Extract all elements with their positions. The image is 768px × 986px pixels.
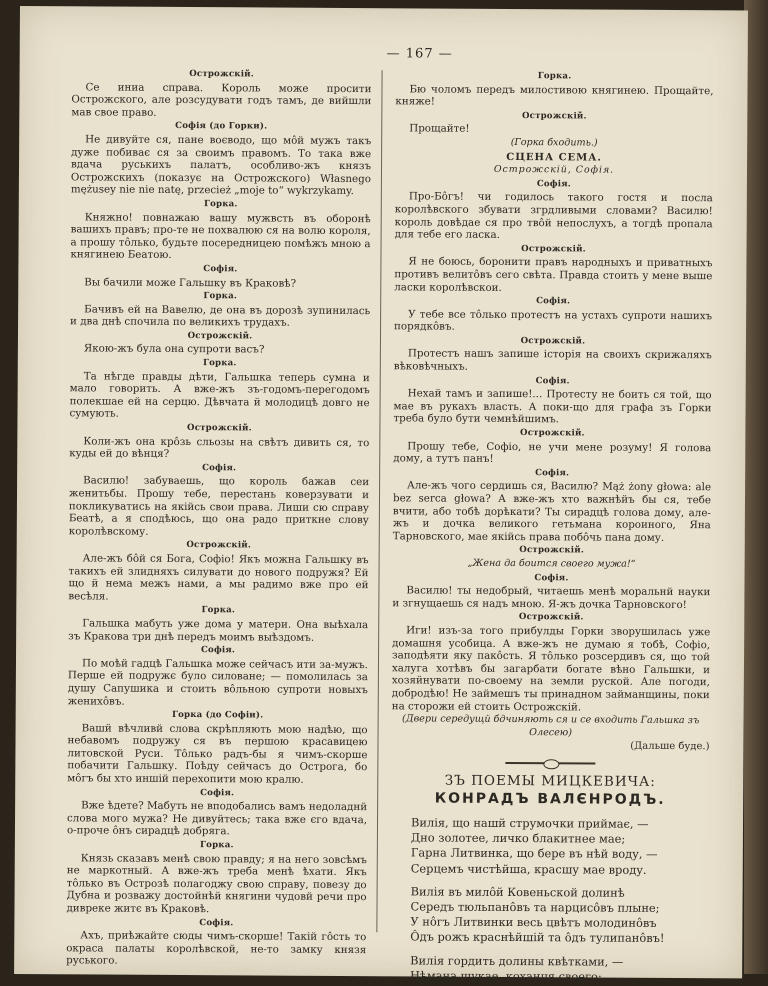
scene-heading: СЦЕНА СЕМА. <box>506 151 602 164</box>
dialogue-text: Не дивуйте ся, пане воєводо, що мôй мужъ такъ дуже побиває ся за своимъ правомъ. То така вже вдача руськихъ палатъ, особливо-жъ князъ Острожскихъ (показує на Острожского) Własnego mężusey nie nie natę, przecież „moje to“ wykrzykamy. <box>70 133 372 198</box>
speaker-name: Горка. <box>202 358 237 369</box>
speaker-name: Софія. <box>202 462 237 474</box>
dialogue-text: По моѣй гадцѣ Гальшка може сейчасъ ити за-мужъ. Перше ей подружє було силоване; — помолилась за душу Сапушика и стоить вôльною супроти новыхъ женихôвъ. <box>67 657 369 708</box>
dialogue-text: Вашй вѣчливй слова скрѣпляють мою надѣю, що небавомъ подружу ся въ першою красавицею литовской Руси. Тôлько радъ-бы я чимъ-скорше побачити Гальшку. Поѣду сейчасъ до Острога, бо мôгъ бы хто иншій перехопити мою кралю. <box>67 722 368 786</box>
poem-line: Нѣмана шукае, коханця своего; <box>410 968 602 984</box>
stage-direction: „Жена да боится своего мужа!“ <box>467 557 636 570</box>
dialogue-text: Прошу тебе, Софіо, не учи мене розуму! Я голова дому, а тутъ панъ! <box>393 439 712 466</box>
speaker-name: Горка. <box>203 291 238 302</box>
dialogue-text: Князь сказавъ менѣ свою правду; я на него зовсѣмъ не маркотный. А вже-жъ треба менѣ ѣхати. Якъ тôлько въ Острозѣ полагоджу свою справу, повезу до Дубна и розважу достойнѣй княгини чудовй речи про дивреке житє въ Краковѣ. <box>66 852 367 916</box>
speaker-name: Горка. <box>537 71 572 82</box>
speaker-name: Софія. <box>535 467 570 479</box>
drama-continuation <box>391 69 713 754</box>
speaker-name: Софія. <box>200 645 236 656</box>
poem-line: Дно золотее, личко блакитнее мае; <box>410 830 626 846</box>
dialogue-text: Протестъ нашъ запише історія на своихъ скрижаляхъ вѣковѣчныхъ. <box>393 347 712 373</box>
poem-title: КОНРАДЪ ВАЛЄНРОДЪ. <box>434 791 666 809</box>
speaker-name: Софія (до Горки). <box>175 121 268 132</box>
poem-line: Ôдъ рожъ краснѣйшій та ôдъ тулипанôвъ! <box>410 929 665 946</box>
dialogue-text: Се иниа справа. Король може просити Острожского, але розсудувати годъ тамъ, де вийшли мав свое право. <box>71 80 372 119</box>
speaker-name: Острожскій. <box>521 110 587 122</box>
left-column <box>66 66 372 967</box>
dialogue-text: Вже ѣдете? Мабуть не вподобались вамъ недоладнй слова мого мужа? Не дивуйтесь; така вже єго вдача, о-проче ôнъ сирадцѣ добряга. <box>66 799 368 838</box>
dialogue-text: Але-жъ бôй ся Бога, Софіо! Якъ можна Гальшку въ такихъ ей злидняхъ силувати до нового подружя? Ей що й нема межъ нами, а мы радимо вже про ей весѣля. <box>68 552 369 603</box>
poem-stanza <box>410 953 708 985</box>
speaker-name: Горка. <box>200 840 234 851</box>
dialogue-text: Василю! забуваешь, що король бажав сеи женитьбы. Прошу тебе, перестань коверзувати и покликуватись на якійсь свои права. Лиши сю справу Беатѣ, а я сподѣюсь, що она радо приткне слову королѣвскому. <box>68 474 370 538</box>
poem-verse <box>410 815 709 985</box>
dialogue-text: Якою-жъ була она супроти васъ? <box>83 342 265 356</box>
continued-note: (Дальше буде.) <box>630 741 710 753</box>
speaker-name: Острожскій. <box>519 428 585 439</box>
speaker-name: Острожскій. <box>187 423 252 434</box>
poem-line: Вилія въ милôй Ковеньской долинѣ <box>410 884 625 900</box>
speaker-name: Острожскій. <box>189 69 254 80</box>
dialogue-text: Вы бачили може Гальшку въ Краковѣ? <box>84 275 297 290</box>
dialogue-text: Бачивъ ей на Вавелю, де она въ дорозѣ зупинилась и два днѣ спочила по великихъ трудахъ. <box>70 303 371 329</box>
speaker-name: Острожскій. <box>187 330 253 342</box>
poem-line: Вилія гордить долины квѣтками, — <box>410 953 624 969</box>
dialogue-text: Ахъ, приѣжайте сюды чимъ-скорше! Такій гôсть то окраса палаты королѣвской, не-то замку князя руського. <box>66 929 367 967</box>
stage-direction: (Двери середущй бдчиняють ся и се входить Гальшка зъ Олесею) <box>402 713 700 739</box>
poem-line: Вилія, що нашй струмочки приймає, — <box>410 815 649 831</box>
dialogue-text: Про-Бôгъ! чи годилось такого гостя и посла королѣвского збувати згрдливыми словами? Василю! король довѣдае ся про твôй непослухъ, а тогдѣ пропала для тебе его ласка. <box>394 190 713 242</box>
poem-stanza <box>410 884 708 947</box>
scene-characters: Острожскій, Софія. <box>493 164 615 176</box>
column-divider <box>376 70 382 932</box>
speaker-name: Острожскій. <box>521 243 586 255</box>
stage-direction: (Горка бходить.) <box>510 136 598 149</box>
poem-line: Середъ тюльпанôвъ та нарцисôвъ плыне; <box>410 899 660 916</box>
speaker-name: Острожскій. <box>519 545 585 556</box>
speaker-name: Софія. <box>536 296 571 307</box>
poem-heading: ЗЪ ПОЕМЫ МИЦКЕВИЧА: <box>444 772 656 790</box>
dialogue-text: Але-жъ чого сердишь ся, Василю? Mąż żony głowa: ale bez serca głowa? А вже-жъ хто важнѣйъ бы ся, тебе вчити, або тобѣ дорѣкати? Ты сирадцѣ голова дому, але-жъ и дочка великого гетьмана короиного, Яна Тарновского, мае якійсь права побôчь пана дому. <box>392 479 712 544</box>
speaker-name: Острожскій. <box>518 612 584 623</box>
speaker-name: Софія. <box>536 178 572 190</box>
dialogue-text: Прощайте! <box>409 122 470 136</box>
dialogue-text: Гальшка мабуть уже дома у матери. Она выѣхала зъ Кракова три днѣ передъ моимъ выѣздомъ. <box>68 617 369 644</box>
dialogue-text: Иги! изъ-за того прибулды Горки зворушилась уже домашня усобица. А вже-жъ не думаю я тобѣ, Софіо, заподѣяти яку пакôсть. Я тôлько розсердивъ ся, що той халуга хотѣвъ бы загарбати богате вѣно Гальшки, и хозяйнувати по-своему на земли руской. Але погоди, добродѣю! Не займешъ ты принадном займанщины, поки на сторожи ей стоить Острожскій. <box>391 624 711 713</box>
book-page <box>14 6 748 984</box>
dialogue-text: Та нѣгде правды дѣти, Гальшка теперь сумна и мало говорить. А вже-жъ зъ-годомъ-перегодомъ полекшае ей на серцю. Дѣвчата й молодицѣ довго не сумують. <box>69 370 370 421</box>
speaker-name: Софія. <box>535 375 570 387</box>
dialogue-text: Княжно! повнажаю вашу мужвсть въ оборонѣ вашихъ правъ; про-те не похвалюю ся на волю короля, а прошу тôлько, будьте посередницею помѣжъ мною а княгинею Беатою. <box>70 210 371 262</box>
dialogue-text: Нехай тамъ и запише!... Протесту не боить ся той, що мае въ рукахъ власть. А поки-що для графа зъ Горки треба було бути чемнѣйшимъ. <box>393 387 712 426</box>
speaker-name: Софія. <box>534 572 569 583</box>
dialogue-text: Коли-жъ она крôзь сльозы на свѣтъ дивить ся, то куды ей до вѣнця? <box>69 435 370 461</box>
speaker-name: Софія. <box>203 264 238 275</box>
speaker-name: Горка. <box>201 605 236 616</box>
poem-line: У нôгъ Литвинки весь цвѣтъ молодинôвъ <box>410 914 657 931</box>
dialogue-text: Василю! ты недобрый, читаешь менѣ моральнй науки и згнущаешь ся надъ мною. Я-жъ дочка Тарновского! <box>392 584 711 611</box>
speaker-name: Горка. <box>203 199 238 210</box>
section-ornament <box>505 759 595 768</box>
speaker-name: Софія. <box>199 917 234 928</box>
speaker-name: Софія. <box>200 787 235 798</box>
dialogue-text: Я не боюсь, боронити правъ народныхъ и приватныхъ противъ велитôвъ сего свѣта. Правда стоить у мене выше ласки королѣвскои. <box>394 255 713 294</box>
speaker-name: Острожскій. <box>520 335 586 347</box>
speaker-name: Горка (до Софіи). <box>171 710 264 721</box>
poem-stanza <box>411 815 709 878</box>
dialogue-text: Бю чоломъ передъ милостивою княгинею. Прощайте, княже! <box>395 82 714 108</box>
poem-line: Гарна Литвинка, що бере въ нѣй воду, — <box>410 845 658 862</box>
page-number: — 167 — <box>386 46 453 62</box>
book-edge <box>744 0 768 974</box>
poem-line: Серцемъ чистѣйша, красшу мае вроду. <box>410 861 647 877</box>
dialogue-text: У тебе все тôлько протестъ на устахъ супроти нашихъ порядкôвъ. <box>394 308 713 333</box>
speaker-name: Острожскій. <box>186 540 252 551</box>
right-column <box>390 68 714 984</box>
